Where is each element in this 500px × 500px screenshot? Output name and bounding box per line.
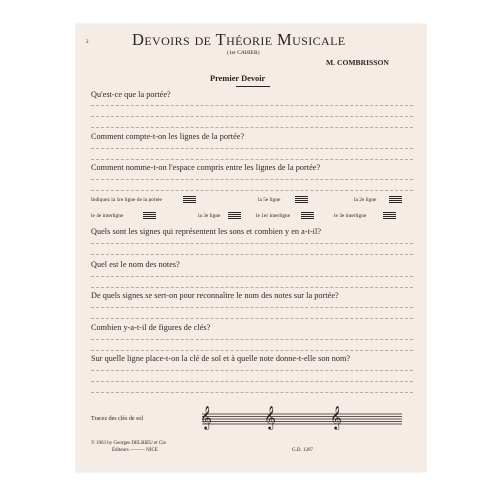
answer-line — [91, 254, 413, 255]
question-4: Quels sont les signes qui représentent les sons et combien y en a-t-il? — [91, 227, 322, 236]
clef-exercise-label: Tracez des clés de sol — [91, 416, 144, 422]
treble-clef-icon: 𝄞 — [200, 407, 212, 429]
question-1: Qu'est-ce que la portée? — [91, 90, 171, 99]
answer-line — [91, 392, 413, 393]
mini-staff — [301, 212, 314, 220]
page-subtitle: (1er CAHIER) — [227, 50, 260, 56]
answer-line — [91, 370, 413, 371]
answer-line — [91, 127, 413, 128]
answer-line — [91, 381, 413, 382]
answer-line — [91, 148, 413, 149]
mini-staff — [143, 212, 156, 220]
exercise-fifth-line: la 5e ligne — [258, 197, 281, 203]
answer-line — [91, 318, 413, 319]
exercise-third-line: la 3e ligne — [198, 213, 221, 219]
answer-line — [91, 179, 413, 180]
answer-line — [91, 159, 413, 160]
answer-line — [91, 339, 413, 340]
question-5: Quel est le nom des notes? — [91, 260, 180, 269]
publisher-line: Éditeurs ——— NICE — [112, 448, 158, 453]
question-6: De quels signes se sert-on pour reconnaître le nom des notes sur la portée? — [91, 291, 339, 300]
score-page — [76, 24, 426, 472]
question-3: Comment nomme-t-on l'espace compris entre les lignes de la portée? — [91, 163, 321, 172]
mini-staff — [295, 196, 308, 204]
section-heading: Premier Devoir — [210, 74, 266, 83]
answer-line — [91, 276, 413, 277]
question-2: Comment compte-t-on les lignes de la portée? — [91, 132, 245, 141]
treble-clef-icon: 𝄞 — [330, 407, 342, 429]
answer-line — [91, 116, 413, 117]
answer-line — [91, 243, 413, 244]
mini-staff — [383, 212, 396, 220]
exercise-first-space: le 1er interligne — [256, 213, 291, 219]
treble-clef-icon: 𝄞 — [264, 407, 276, 429]
answer-line — [91, 105, 413, 106]
exercise-first-line: Indiquez la 1re ligne de la portée — [91, 197, 162, 203]
author-name: M. COMBRISSON — [326, 58, 389, 67]
answer-line — [91, 350, 413, 351]
mini-staff — [389, 196, 402, 204]
answer-line — [91, 190, 413, 191]
treble-clef-staff — [202, 412, 402, 426]
exercise-second-line: la 2e ligne — [354, 197, 377, 203]
question-8: Sur quelle ligne place-t-on la clé de sol et à quelle note donne-t-elle son nom? — [91, 354, 351, 363]
section-underline — [236, 86, 270, 87]
page-title: Devoirs de Théorie Musicale — [132, 30, 346, 49]
answer-line — [91, 307, 413, 308]
catalog-number: G.D. 1207 — [292, 448, 313, 453]
page-number: 2 — [86, 40, 89, 45]
mini-staff — [183, 196, 196, 204]
mini-staff — [228, 212, 241, 220]
copyright-text: © 1963 by Georges DELRIEU et Cie — [91, 441, 166, 446]
exercise-fourth-space: le 4e interligne — [91, 213, 124, 219]
question-7: Combien y-a-t-il de figures de clés? — [91, 323, 211, 332]
exercise-third-space: le 3e interligne — [334, 213, 367, 219]
answer-line — [91, 287, 413, 288]
